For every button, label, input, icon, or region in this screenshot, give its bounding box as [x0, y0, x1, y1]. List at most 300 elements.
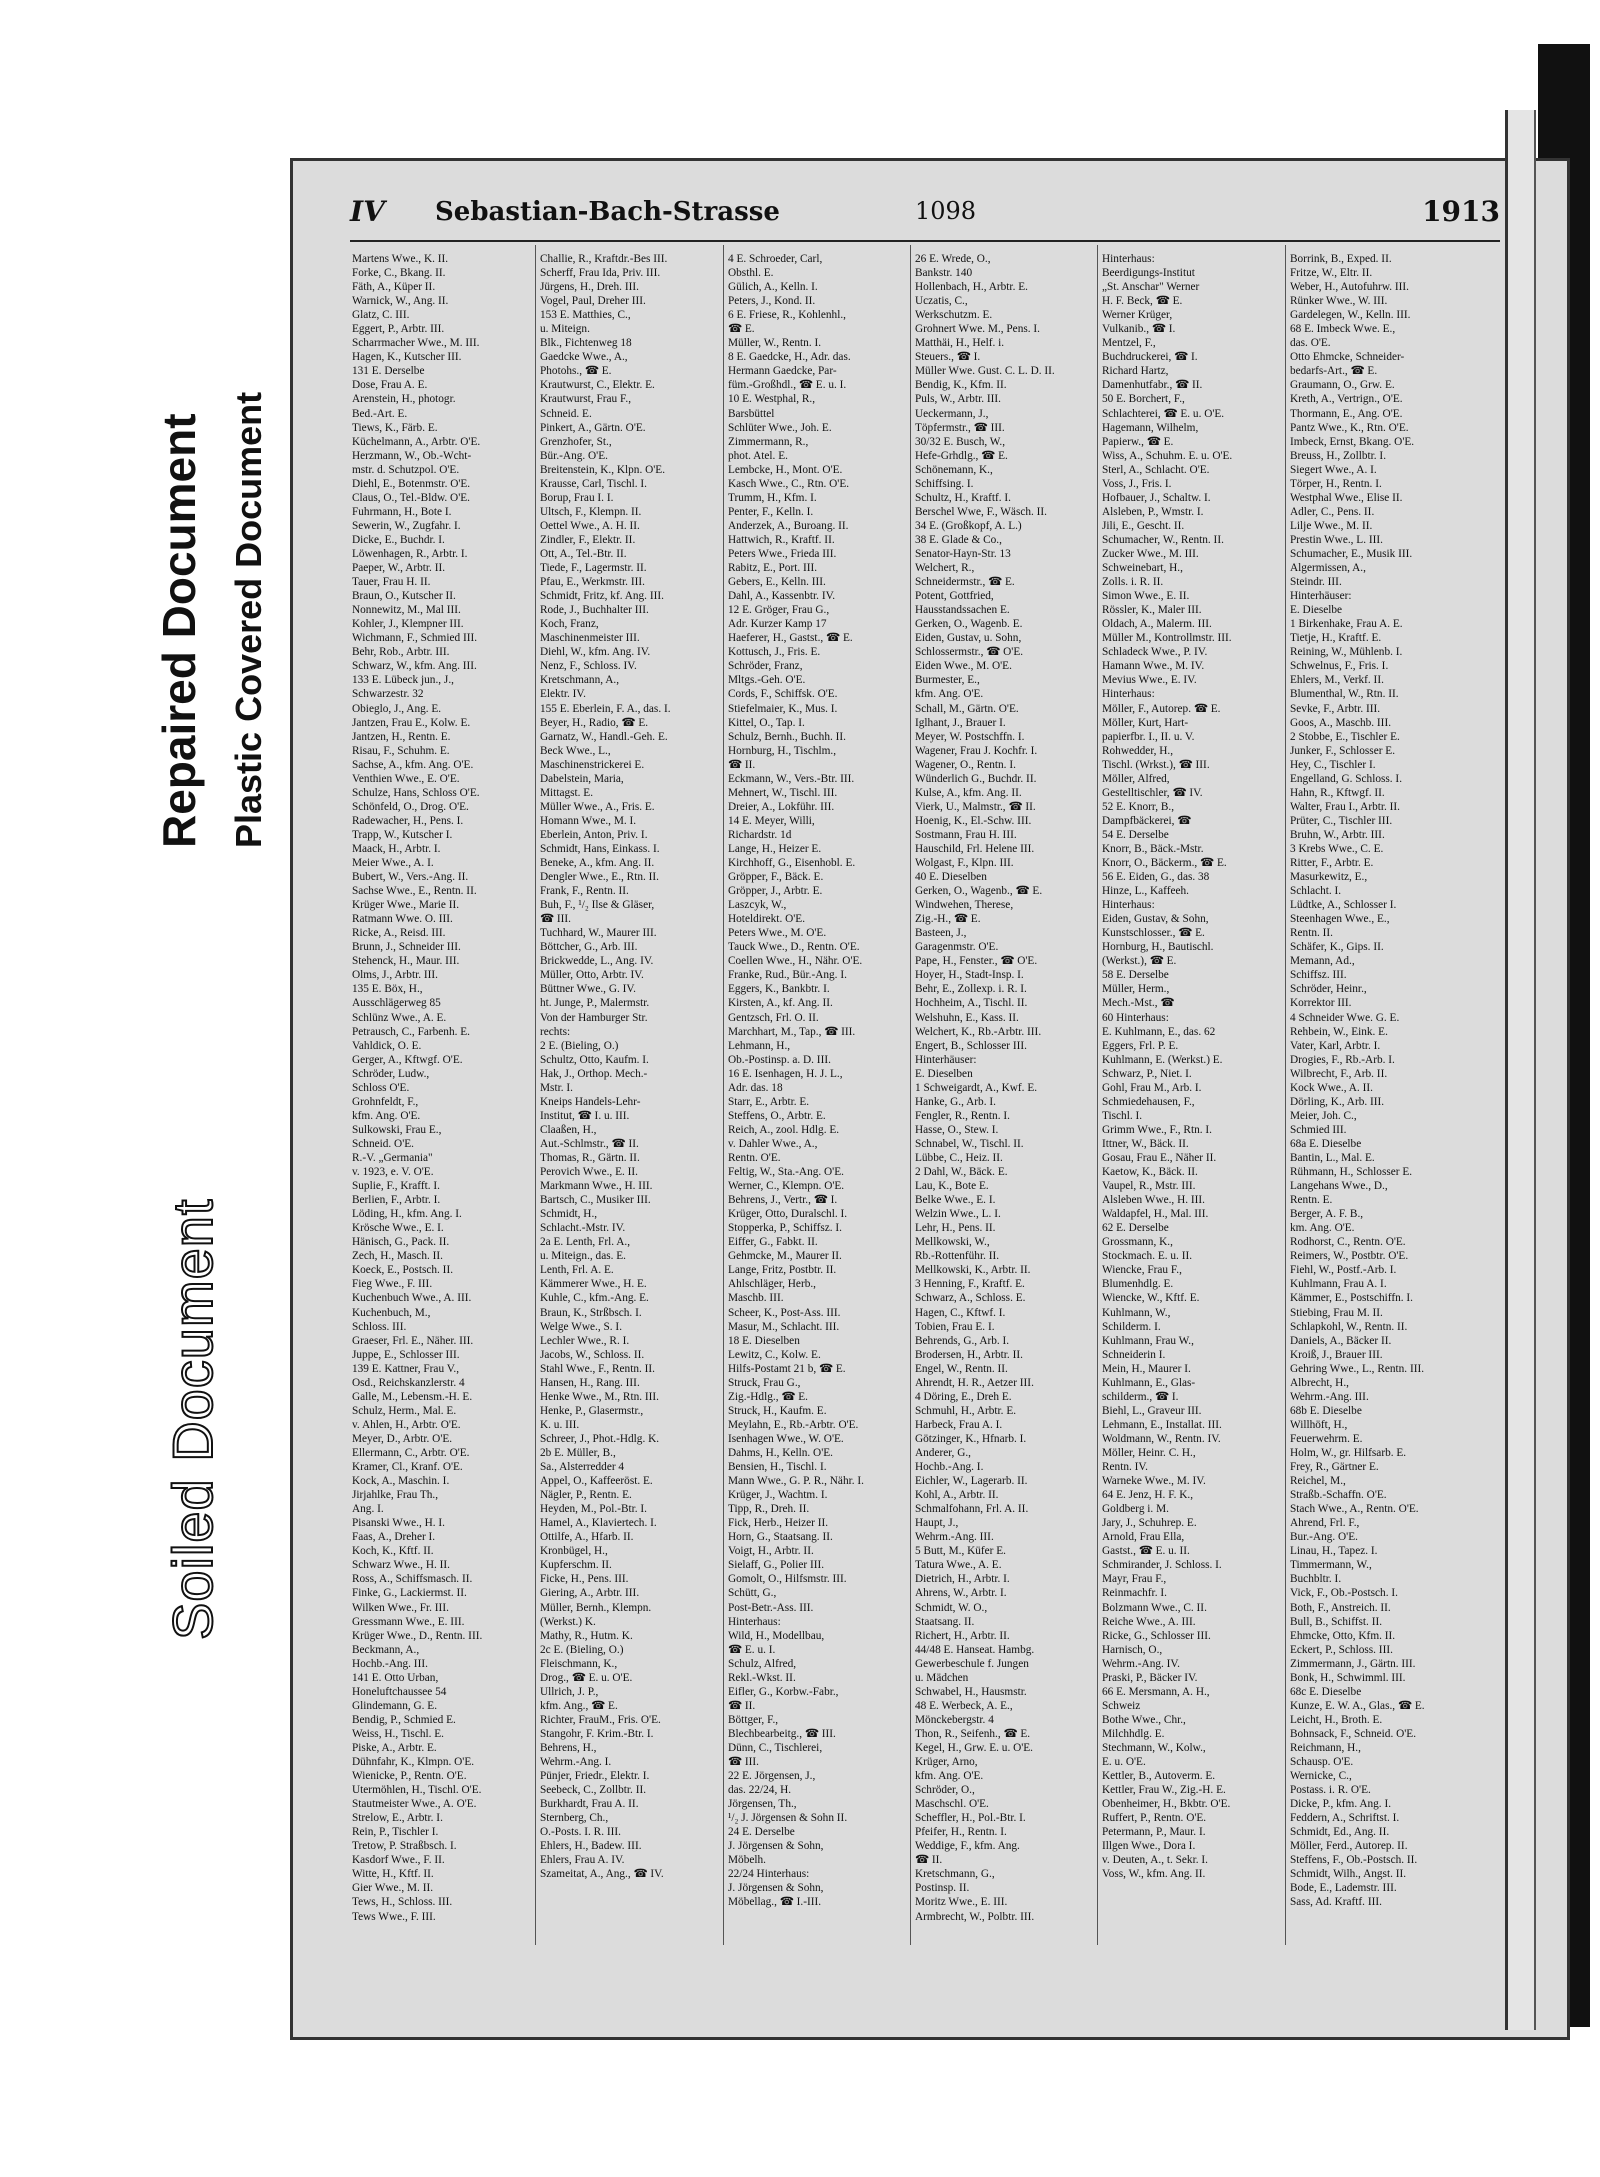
directory-entry: Schloss. III.: [352, 1320, 407, 1333]
directory-entry: Schiffsz. III.: [1290, 969, 1347, 982]
directory-entry: Jirjahlke, Frau Th.,: [352, 1489, 439, 1502]
directory-entry: Schlachterei, ☎ E. u. O'E.: [1102, 407, 1225, 420]
directory-entry: Markmann Wwe., H. III.: [540, 1180, 653, 1193]
directory-entry: das. O'E.: [1290, 337, 1331, 350]
directory-entry: Coellen Wwe., H., Nähr. O'E.: [728, 955, 863, 968]
directory-entry: Jili, E., Gescht. II.: [1102, 519, 1185, 532]
directory-entry: Kettler, Frau W., Zig.-H. E.: [1102, 1784, 1226, 1797]
directory-entry: „St. Anschar" Werner: [1102, 281, 1200, 294]
directory-entry: Bohnsack, F., Schneid. O'E.: [1290, 1727, 1417, 1740]
directory-entry: Gehmcke, M., Maurer II.: [728, 1250, 842, 1263]
directory-entry: Engelland, G. Schloss. I.: [1290, 772, 1403, 785]
directory-entry: Gerken, O., Wagenb., ☎ E.: [915, 885, 1043, 898]
directory-entry: Steuers., ☎ I.: [915, 351, 981, 364]
directory-entry: Mein, H., Maurer I.: [1102, 1362, 1191, 1375]
directory-entry: Berlien, F., Arbtr. I.: [352, 1194, 441, 1207]
column-divider: [1285, 245, 1286, 1945]
directory-entry: Hinterhaus:: [728, 1615, 781, 1628]
directory-entry: Engert, B., Schlosser III.: [915, 1039, 1028, 1052]
directory-entry: Borup, Frau I. I.: [540, 491, 614, 504]
directory-entry: Schladeck Wwe., P. IV.: [1102, 646, 1208, 659]
directory-entry: Drogies, F., Rb.-Arb. I.: [1290, 1053, 1395, 1066]
directory-entry: Welge Wwe., S. I.: [540, 1320, 623, 1333]
directory-entry: Koeck, E., Postsch. II.: [352, 1264, 454, 1277]
directory-entry: Finke, G., Lackiermst. II.: [352, 1587, 467, 1600]
directory-entry: Jantzen, H., Rentn. E.: [352, 730, 451, 743]
directory-entry: v. 1923, e. V. O'E.: [352, 1166, 434, 1179]
directory-entry: Hattwich, R., Kraftf. II.: [728, 533, 835, 546]
directory-entry: Hauschild, Frl. Helene III.: [915, 842, 1035, 855]
directory-entry: 4 Döring, E., Dreh E.: [915, 1390, 1012, 1403]
directory-entry: Hasse, O., Stew. I.: [915, 1123, 999, 1136]
directory-entry: Ross, A., Schiffsmasch. II.: [352, 1573, 473, 1586]
directory-entry: 16 E. Isenhagen, H. J. L.,: [728, 1067, 843, 1080]
directory-entry: Steffens, O., Arbtr. E.: [728, 1109, 826, 1122]
directory-entry: Dabelstein, Maria,: [540, 772, 624, 785]
directory-entry: Kuhlmann, Frau A. I.: [1290, 1278, 1387, 1291]
directory-entry: Mstr. I.: [540, 1081, 573, 1094]
directory-entry: (Werkst.), ☎ E.: [1102, 955, 1177, 968]
directory-entry: Hochb.-Ang. III.: [352, 1657, 428, 1670]
directory-entry: Möller, Alfred,: [1102, 772, 1170, 785]
directory-entry: 56 E. Eiden, G., das. 38: [1102, 871, 1210, 884]
directory-entry: Hinterhaus:: [1102, 253, 1155, 265]
directory-entry: Ahlschläger, Herb.,: [728, 1278, 817, 1291]
directory-entry: Tischl. I.: [1102, 1109, 1143, 1122]
directory-entry: Hinterhäuser:: [915, 1053, 977, 1066]
directory-entry: 30/32 E. Busch, W.,: [915, 435, 1006, 448]
directory-entry: Gohl, Frau M., Arb. I.: [1102, 1081, 1202, 1094]
directory-entry: Wagener, O., Rentn. I.: [915, 758, 1016, 771]
directory-entry: Hinterhäuser:: [1290, 590, 1352, 603]
directory-entry: Venthien Wwe., E. O'E.: [352, 772, 460, 785]
directory-entry: Schloss O'E.: [352, 1081, 410, 1094]
directory-entry: Schultz, H., Kraftf. I.: [915, 491, 1011, 504]
directory-entry: Moritz Wwe., E. III.: [915, 1896, 1008, 1909]
directory-entry: Schmiedehausen, F.,: [1102, 1095, 1195, 1108]
directory-entry: Kottusch, J., Fris. E.: [728, 646, 821, 659]
directory-entry: Reich, A., zool. Hdlg. E.: [728, 1123, 840, 1136]
directory-entry: Tipp, R., Dreh. II.: [728, 1503, 810, 1516]
directory-entry: Peters Wwe., Frieda III.: [728, 547, 837, 560]
directory-entry: Glatz, C. III.: [352, 309, 410, 322]
directory-entry: Rentn. II.: [1290, 927, 1333, 940]
directory-entry: Schmidt, H.,: [540, 1208, 598, 1221]
directory-entry: Bur.-Ang. O'E.: [1290, 1531, 1358, 1544]
directory-entry: Schulz, Bernh., Buchh. II.: [728, 730, 846, 743]
directory-entry: 2b E. Müller, B.,: [540, 1446, 616, 1459]
directory-entry: Brunn, J., Schneider III.: [352, 941, 461, 954]
directory-entry: Risau, F., Schuhm. E.: [352, 744, 450, 757]
directory-entry: Krüger Wwe., D., Rentn. III.: [352, 1629, 483, 1642]
column-divider: [910, 245, 911, 1945]
directory-entry: Dicke, P., kfm. Ang. I.: [1290, 1798, 1392, 1811]
directory-entry: Ehmcke, Otto, Kfm. II.: [1290, 1629, 1396, 1642]
directory-entry: Simon Wwe., E. II.: [1102, 590, 1190, 603]
directory-entry: Potent, Gottfried,: [915, 590, 994, 603]
directory-entry: mstr. d. Schutzpol. O'E.: [352, 463, 460, 476]
directory-entry: Knorr, B., Bäck.-Mstr.: [1102, 842, 1204, 855]
directory-entry: Schmidt, Ed., Ang. II.: [1290, 1826, 1390, 1839]
directory-entry: Gülich, A., Kelln. I.: [728, 281, 818, 294]
directory-entry: Stopperka, P., Schiffsz. I.: [728, 1222, 843, 1235]
directory-entry: Sa., Alsterredder 4: [540, 1461, 625, 1474]
directory-entry: rechts:: [540, 1025, 571, 1038]
directory-entry: 4 Schneider Wwe. G. E.: [1290, 1011, 1400, 1024]
directory-entry: Hagen, C., Kftwf. I.: [915, 1306, 1006, 1319]
directory-entry: Meylahn, E., Rb.-Arbtr. O'E.: [728, 1418, 859, 1431]
directory-entry: Bonk, H., Schwimml. III.: [1290, 1671, 1406, 1684]
directory-entry: Alsleben Wwe., H. III.: [1102, 1194, 1206, 1207]
directory-entry: Illgen Wwe., Dora I.: [1102, 1840, 1196, 1853]
directory-entry: Aut.-Schlmstr., ☎ II.: [540, 1137, 639, 1150]
directory-entry: Bartsch, C., Musiker III.: [540, 1194, 651, 1207]
directory-entry: Nonnewitz, M., Mal III.: [352, 604, 461, 617]
directory-entry: Gier Wwe., M. II.: [352, 1882, 434, 1895]
directory-entry: Mehnert, W., Tischl. III.: [728, 786, 838, 799]
directory-entry: Schwarz, A., Schloss. E.: [915, 1292, 1026, 1305]
directory-entry: Barsbüttel: [728, 407, 775, 420]
directory-entry: Hoyer, H., Stadt-Insp. I.: [915, 969, 1024, 982]
directory-entry: Tauck Wwe., D., Rentn. O'E.: [728, 941, 860, 954]
directory-entry: Pantz Wwe., K., Rtn. O'E.: [1290, 421, 1409, 434]
directory-entry: Siegert Wwe., A. I.: [1290, 463, 1377, 476]
directory-entry: Meier Wwe., A. I.: [352, 857, 434, 870]
directory-entry: Beyer, H., Radio, ☎ E.: [540, 716, 649, 729]
directory-entry: Rekl.-Wkst. II.: [728, 1671, 796, 1684]
directory-entry: Bolzmann Wwe., C. II.: [1102, 1601, 1207, 1614]
directory-entry: Grimm Wwe., F., Rtn. I.: [1102, 1123, 1212, 1136]
directory-entry: Feddern, A., Schriftst. I.: [1290, 1812, 1400, 1825]
directory-entry: Mann Wwe., G. P. R., Nähr. I.: [728, 1475, 864, 1488]
directory-entry: Schweinebart, H.,: [1102, 562, 1183, 575]
directory-entry: Stehenck, H., Maur. III.: [352, 955, 460, 968]
directory-entry: Stiebing, Frau M. II.: [1290, 1306, 1383, 1319]
directory-entry: Rentn. E.: [1290, 1194, 1333, 1207]
directory-entry: Schmied III.: [1290, 1123, 1347, 1136]
directory-entry: Feltig, W., Sta.-Ang. O'E.: [728, 1166, 844, 1179]
directory-entry: Vierk, U., Malmstr., ☎ II.: [915, 800, 1036, 813]
directory-entry: Armbrecht, W., Polbtr. III.: [915, 1910, 1035, 1923]
directory-entry: Hak, J., Orthop. Mech.-: [540, 1067, 648, 1080]
directory-entry: Schwarz, P., Niet. I.: [1102, 1067, 1192, 1080]
directory-entry: Schultz, Otto, Kaufm. I.: [540, 1053, 649, 1066]
directory-entry: 3 Henning, F., Kraftf. E.: [915, 1278, 1025, 1291]
directory-entry: Stangohr, F. Krim.-Btr. I.: [540, 1727, 654, 1740]
directory-entry: Schwarzestr. 32: [352, 688, 424, 701]
directory-entry: Vahldick, O. E.: [352, 1039, 422, 1052]
directory-entry: Ficke, H., Pens. III.: [540, 1573, 629, 1586]
directory-entry: Gosau, Frau E., Näher II.: [1102, 1152, 1217, 1164]
directory-entry: Hamel, A., Klaviertech. I.: [540, 1517, 657, 1530]
directory-entry: 66 E. Mersmann, A. H.,: [1102, 1685, 1210, 1698]
directory-entry: kfm. Ang. O'E.: [915, 1770, 984, 1783]
directory-entry: Stach Wwe., A., Rentn. O'E.: [1290, 1503, 1419, 1516]
directory-entry: Burmester, E.,: [915, 674, 980, 687]
directory-entry: Wernicke, C.,: [1290, 1770, 1352, 1783]
directory-entry: Schmidt, Hans, Einkass. I.: [540, 842, 660, 855]
directory-entry: Krüger, Otto, Duralschl. I.: [728, 1208, 848, 1221]
directory-entry: Zucker Wwe., M. III.: [1102, 547, 1199, 560]
directory-entry: ☎ II.: [915, 1854, 943, 1867]
directory-entry: Bantin, L., Mal. E.: [1290, 1152, 1375, 1164]
directory-entry: Tretow, P. Straßbsch. I.: [352, 1840, 457, 1853]
directory-entry: 2 E. (Bieling, O.): [540, 1039, 619, 1052]
directory-entry: Gaedcke Wwe., A.,: [540, 351, 628, 364]
directory-entry: Ratmann Wwe. O. III.: [352, 913, 453, 926]
directory-entry: Linau, H., Tapez. I.: [1290, 1545, 1378, 1558]
directory-entry: Laszcyk, W.,: [728, 899, 787, 912]
directory-entry: Ehlers, M., Verkf. II.: [1290, 674, 1384, 687]
directory-entry: Trapp, W., Kutscher I.: [352, 828, 453, 841]
directory-entry: kfm. Ang. O'E.: [915, 688, 984, 701]
directory-entry: Anderer, G.,: [915, 1446, 972, 1459]
directory-entry: Schütt, G.,: [728, 1587, 777, 1600]
directory-entry: Törper, H., Rentn. I.: [1290, 477, 1382, 490]
directory-entry: Gerken, O., Wagenb. E.: [915, 618, 1023, 631]
directory-entry: Schulz, Alfred,: [728, 1657, 797, 1670]
directory-entry: Paeper, W., Arbtr. II.: [352, 562, 446, 575]
directory-entry: Schwarz, W., kfm. Ang. III.: [352, 660, 477, 673]
directory-entry: Claaßen, H.,: [540, 1123, 597, 1136]
directory-entry: Eifler, G., Korbw.-Fabr.,: [728, 1685, 839, 1698]
directory-entry: Stiefelmaier, K., Mus. I.: [728, 702, 838, 715]
directory-entry: Kretschmann, G.,: [915, 1868, 995, 1881]
directory-entry: Kock, A., Maschin. I.: [352, 1475, 450, 1488]
directory-entry: Sterl, A., Schlacht. O'E.: [1102, 463, 1210, 476]
directory-entry: Gomolt, O., Hilfsmstr. III.: [728, 1573, 847, 1586]
directory-entry: Schnabel, W., Tischl. II.: [915, 1137, 1024, 1150]
directory-entry: Giering, A., Arbtr. III.: [540, 1587, 640, 1600]
directory-entry: Zimmermann, R.,: [728, 435, 809, 448]
directory-entry: Arenstein, H., photogr.: [352, 393, 456, 406]
directory-entry: Pfau, E., Werkmstr. III.: [540, 576, 645, 589]
directory-entry: Hinterhaus:: [1102, 688, 1155, 701]
directory-entry: Wichmann, F., Schmied III.: [352, 632, 478, 645]
directory-entry: Tietje, H., Kraftf. E.: [1290, 632, 1382, 645]
directory-entry: Sostmann, Frau H. III.: [915, 828, 1017, 841]
directory-entry: Leicht, H., Broth. E.: [1290, 1713, 1383, 1726]
directory-entry: Challie, R., Kraftdr.-Bes III.: [540, 253, 668, 265]
directory-entry: Kirsten, A., kf. Ang. II.: [728, 997, 833, 1010]
directory-entry: Adler, C., Pens. II.: [1290, 505, 1375, 518]
directory-entry: Prestin Wwe., L. III.: [1290, 533, 1383, 546]
directory-entry: Zig.-Hdlg., ☎ E.: [728, 1390, 808, 1403]
directory-entry: Schlossermstr., ☎ O'E.: [915, 646, 1024, 659]
directory-entry: 40 E. Dieselben: [915, 871, 987, 884]
directory-entry: Meyer, D., Arbtr. O'E.: [352, 1432, 453, 1445]
directory-entry: Olms, J., Arbtr. III.: [352, 969, 438, 982]
directory-entry: 22 E. Jörgensen, J.,: [728, 1770, 816, 1783]
directory-entry: Lehr, H., Pens. II.: [915, 1222, 996, 1235]
directory-entry: Rb.-Rottenführ. II.: [915, 1250, 1000, 1263]
directory-entry: Kasch Wwe., C., Rtn. O'E.: [728, 477, 850, 490]
directory-entry: Kuhlmann, E. (Werkst.) E.: [1102, 1053, 1223, 1066]
directory-entry: füm.-Großhdl., ☎ E. u. I.: [728, 379, 847, 392]
page-number: 1098: [915, 197, 977, 225]
directory-entry: 44/48 E. Hanseat. Hambg.: [915, 1643, 1035, 1656]
directory-entry: 68c E. Dieselbe: [1290, 1685, 1362, 1698]
directory-entry: Dörling, K., Arb. III.: [1290, 1095, 1385, 1108]
directory-entry: Albrecht, H.,: [1290, 1376, 1349, 1389]
directory-entry: Lange, H., Heizer E.: [728, 842, 822, 855]
directory-entry: Wünderlich G., Buchdr. II.: [915, 772, 1037, 785]
directory-entry: Fieg Wwe., F. III.: [352, 1278, 433, 1291]
directory-entry: 8 E. Gaedcke, H., Adr. das.: [728, 351, 851, 364]
directory-entry: Mltgs.-Geh. O'E.: [728, 674, 806, 687]
directory-entry: Braun, K., Strßbsch. I.: [540, 1306, 642, 1319]
directory-entry: ht. Junge, P., Malermstr.: [540, 997, 650, 1010]
directory-entry: Wehrm.-Ang. III.: [915, 1531, 994, 1544]
directory-entry: Photohs., ☎ E.: [540, 365, 612, 378]
directory-entry: Warnick, W., Ang. II.: [352, 295, 449, 308]
directory-entry: Hansen, H., Rang. III.: [540, 1376, 640, 1389]
directory-entry: Sachse, A., kfm. Ang. O'E.: [352, 758, 474, 771]
directory-entry: Kunze, E. W. A., Glas., ☎ E.: [1290, 1699, 1425, 1712]
directory-entry: Penter, F., Kelln. I.: [728, 505, 814, 518]
directory-entry: Trumm, H., Kfm. I.: [728, 491, 817, 504]
directory-entry: 26 E. Wrede, O.,: [915, 253, 991, 265]
directory-column-5: [1102, 252, 1282, 1881]
directory-entry: Meier, Joh. C.,: [1290, 1109, 1357, 1122]
directory-entry: Dünn, C., Tischlerei,: [728, 1741, 823, 1754]
directory-entry: Hinze, L., Kaffeeh.: [1102, 885, 1189, 898]
directory-entry: Richert, H., Arbtr. II.: [915, 1629, 1010, 1642]
directory-entry: Rabitz, E., Port. III.: [728, 562, 818, 575]
directory-entry: Otto Ehmcke, Schneider-: [1290, 351, 1405, 364]
directory-entry: Hausstandssachen E.: [915, 604, 1010, 617]
directory-entry: Gewerbeschule f. Jungen: [915, 1657, 1029, 1670]
directory-entry: Vick, F., Ob.-Postsch. I.: [1290, 1587, 1398, 1600]
directory-entry: km. Ang. O'E.: [1290, 1222, 1355, 1235]
directory-entry: Eiden, Gustav, & Sohn,: [1102, 913, 1209, 926]
directory-entry: Harnisch, O.,: [1102, 1643, 1163, 1656]
column-divider: [723, 245, 724, 1945]
directory-entry: Dahms, H., Kelln. O'E.: [728, 1446, 833, 1459]
directory-entry: Gröpper, J., Arbtr. E.: [728, 885, 823, 898]
directory-entry: ☎ III.: [540, 913, 572, 926]
directory-entry: Belke Wwe., E. I.: [915, 1194, 996, 1207]
directory-entry: Schulz, Herm., Mal. E.: [352, 1404, 457, 1417]
directory-entry: Dühnfahr, K., Klmpn. O'E.: [352, 1756, 475, 1769]
directory-entry: Ahrend, Frl. F.,: [1290, 1517, 1360, 1530]
directory-entry: Möbelh.: [728, 1854, 766, 1867]
directory-entry: Horn, G., Staatsang. II.: [728, 1531, 833, 1544]
directory-entry: Damenhutfabr., ☎ II.: [1102, 379, 1203, 392]
directory-entry: Eckmann, W., Vers.-Btr. III.: [728, 772, 855, 785]
directory-entry: Rode, J., Buchhalter III.: [540, 604, 649, 617]
column-divider: [535, 245, 536, 1945]
directory-entry: Werner Krüger,: [1102, 309, 1173, 322]
directory-entry: Henke Wwe., M., Rtn. III.: [540, 1390, 660, 1403]
directory-entry: Schall, M., Gärtn. O'E.: [915, 702, 1019, 715]
directory-entry: Koch, Franz,: [540, 618, 599, 631]
directory-entry: Ittner, W., Bäck. II.: [1102, 1137, 1189, 1150]
directory-entry: Mönckebergstr. 4: [915, 1713, 994, 1726]
directory-entry: Schlüter Wwe., Joh. E.: [728, 421, 832, 434]
directory-entry: Hanke, G., Arb. I.: [915, 1095, 996, 1108]
directory-entry: Graumann, O., Grw. E.: [1290, 379, 1395, 392]
directory-entry: Both, F., Anstreich. II.: [1290, 1601, 1391, 1614]
directory-entry: Garnatz, W., Handl.-Geh. E.: [540, 730, 668, 743]
directory-column-4: [915, 252, 1095, 1924]
directory-entry: Schröder, Heinr.,: [1290, 983, 1367, 996]
directory-entry: Eggert, P., Arbtr. III.: [352, 323, 445, 336]
directory-entry: Forke, C., Bkang. II.: [352, 267, 446, 280]
directory-entry: Mentzel, F.,: [1102, 337, 1156, 350]
directory-entry: Milchhdlg. E.: [1102, 1727, 1165, 1740]
directory-entry: Bed.-Art. E.: [352, 407, 408, 420]
directory-entry: Voigt, H., Arbtr. II.: [728, 1545, 814, 1558]
directory-entry: Beckmann, A.,: [352, 1643, 420, 1656]
directory-entry: Feuerwehrm. E.: [1290, 1432, 1363, 1445]
directory-entry: Müller Wwe., A., Fris. E.: [540, 800, 655, 813]
directory-entry: Fiehl, W., Postf.-Arb. I.: [1290, 1264, 1397, 1277]
directory-entry: Walter, Frau I., Arbtr. II.: [1290, 800, 1401, 813]
directory-entry: O.-Posts. I. R. III.: [540, 1826, 621, 1839]
directory-entry: Sevke, F., Arbtr. III.: [1290, 702, 1381, 715]
directory-entry: Mathy, R., Hutm. K.: [540, 1629, 633, 1642]
directory-entry: Welzin Wwe., L. I.: [915, 1208, 1001, 1221]
directory-entry: Osd., Reichskanzlerstr. 4: [352, 1376, 465, 1389]
directory-entry: Zolls. i. R. II.: [1102, 576, 1164, 589]
directory-entry: Krautwurst, Frau F.,: [540, 393, 632, 406]
directory-entry: Goos, A., Maschb. III.: [1290, 716, 1392, 729]
directory-entry: Post-Betr.-Ass. III.: [728, 1601, 814, 1614]
directory-entry: Pünjer, Friedr., Elektr. I.: [540, 1770, 650, 1783]
directory-entry: Schwelnus, F., Fris. I.: [1290, 660, 1389, 673]
directory-entry: Hermann Gaedcke, Par-: [728, 365, 837, 378]
directory-entry: Schneiderin I.: [1102, 1348, 1166, 1361]
directory-entry: Lilje Wwe., M. II.: [1290, 519, 1373, 532]
directory-entry: Kegel, H., Grw. E. u. O'E.: [915, 1741, 1034, 1754]
directory-entry: 2a E. Lenth, Frl. A.,: [540, 1236, 631, 1249]
directory-entry: Behrens, H.,: [540, 1741, 597, 1754]
directory-entry: 2 Stobbe, E., Tischler E.: [1290, 730, 1400, 743]
directory-entry: Dose, Frau A. E.: [352, 379, 428, 392]
directory-entry: Werner, C., Klempn. O'E.: [728, 1180, 845, 1193]
directory-entry: Löwenhagen, R., Arbtr. I.: [352, 547, 468, 560]
directory-entry: Schmuhl, H., Arbtr. E.: [915, 1404, 1017, 1417]
directory-entry: 54 E. Derselbe: [1102, 828, 1169, 841]
directory-entry: Maschinenmeister III.: [540, 632, 640, 645]
directory-entry: Kunstschlosser., ☎ E.: [1102, 927, 1205, 940]
directory-entry: 153 E. Matthies, C.,: [540, 309, 631, 322]
directory-entry: Reichmann, H.,: [1290, 1741, 1361, 1754]
directory-entry: Jürgens, H., Dreh. III.: [540, 281, 639, 294]
directory-entry: Szameitat, A., Ang., ☎ IV.: [540, 1868, 664, 1881]
directory-entry: Maack, H., Arbtr. I.: [352, 842, 441, 855]
directory-entry: Lau, K., Bote E.: [915, 1180, 989, 1193]
directory-entry: Eckert, P., Schloss. III.: [1290, 1643, 1393, 1656]
column-divider: [1097, 245, 1098, 1945]
directory-entry: Puls, W., Arbtr. III.: [915, 393, 1001, 406]
directory-entry: v. Dahler Wwe., A.,: [728, 1137, 818, 1150]
directory-entry: Wehrm.-Ang. I.: [540, 1756, 612, 1769]
directory-entry: Möller, F., Autorep. ☎ E.: [1102, 702, 1221, 715]
directory-entry: Büttner Wwe., G. IV.: [540, 983, 636, 996]
directory-entry: Hahn, R., Kftwgf. II.: [1290, 786, 1385, 799]
directory-entry: Welchert, K., Rb.-Arbtr. III.: [915, 1025, 1042, 1038]
directory-entry: Kulse, A., kfm. Ang. II.: [915, 786, 1022, 799]
directory-entry: Oettel Wwe., A. H. II.: [540, 519, 640, 532]
directory-entry: ☎ E. u. I.: [728, 1643, 776, 1656]
directory-entry: Praski, P., Bäcker IV.: [1102, 1671, 1198, 1684]
directory-entry: Waldapfel, H., Mal. III.: [1102, 1208, 1209, 1221]
directory-entry: Tatura Wwe., A. E.: [915, 1559, 1002, 1572]
directory-entry: R.-V. „Germania": [352, 1152, 433, 1164]
directory-entry: Haeferer, H., Gastst., ☎ E.: [728, 632, 853, 645]
